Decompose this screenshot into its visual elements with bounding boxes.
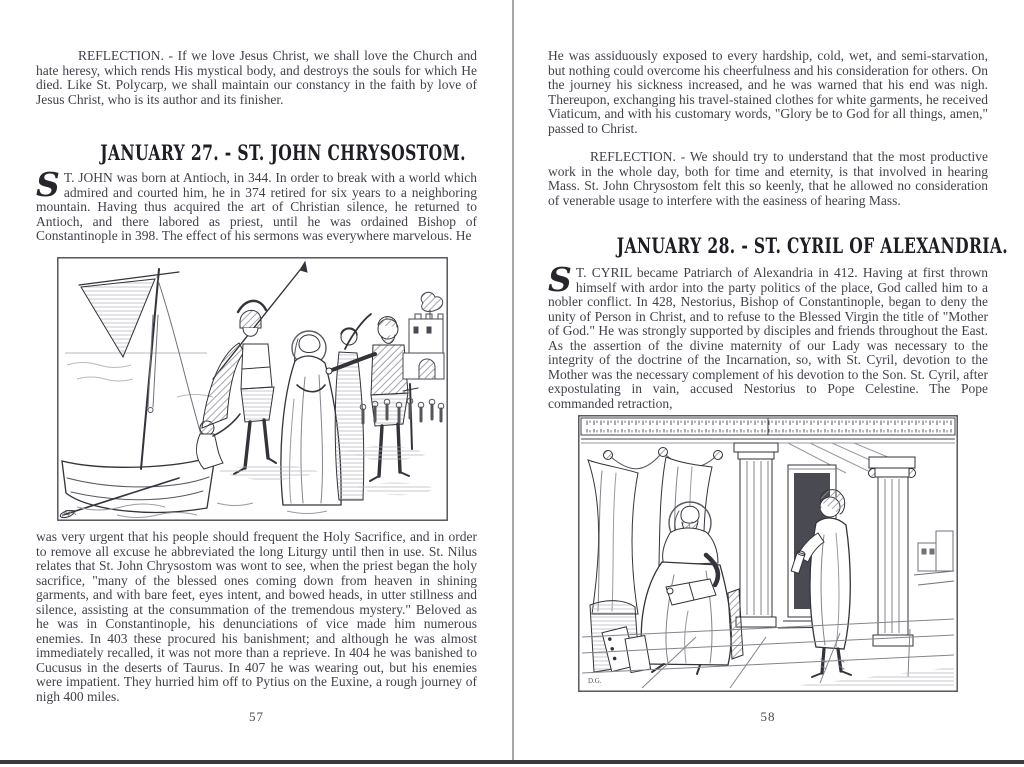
paragraph-text: T. JOHN was born at Antioch, in 344. In order to break with a world which admired and courted him, he in 374 retired for six years to a neighboring mountain. Having thus acquired the art of Christian silence, he returned to Antioch, and there labored as priest, until he was ordained Bishop of Constantinople in 398. The effect of his sermons was everywhere marvelous. He (36, 170, 477, 243)
section-heading-text: JANUARY 28. - ST. CYRIL OF ALEXANDRIA. (616, 233, 1009, 258)
inscription-frieze (581, 418, 955, 443)
drop-cap-letter: S (36, 165, 60, 204)
page-number-57: 57 (249, 709, 264, 724)
reflection-paragraph-polycarp: REFLECTION. - If we love Jesus Christ, we shall love the Church and hate heresy, which rends His mystical body, and destroys the souls for which He died. Like St. Polycarp, we shall maintain our constancy in the faith by love of Jesus Christ, who is its author and its finisher. (36, 48, 477, 107)
engraver-signature: D.G. (588, 677, 602, 685)
paragraph-st-john-intro (36, 165, 477, 244)
book-page-left (36, 0, 477, 767)
engraving-st-john-exile (57, 257, 448, 521)
st-cyril-illustration (578, 415, 958, 692)
book-page-right (548, 0, 1009, 767)
paragraph-st-john-body: was very urgent that his people should frequent the Holy Sacrifice, and in order to remove all excuse he abbreviated the long Liturgy until then in use. St. Nilus relates that St. John Chrysostom was wont to see, when the priest began the holy sacrifice, "many of the blessed ones coming down from heaven in shining garments, and with bare feet, eyes intent, and bowed heads, in utter stillness and silence, assisting at the consummation of the tremendous mystery." Beloved as he was in Constantinople, his denunciations of vice made him numerous enemies. In 403 these procured his banishment; and although he was almost immediately recalled, it was not more than a reprieve. In 404 he was banished to Cucusus in the deserts of Taurus. In 407 he was wearing out, but his enemies were impatient. They hurried him off to Pytius on the Euxine, a rough journey of nigh 400 miles. (36, 529, 477, 704)
section-heading-text: JANUARY 27. - ST. JOHN CHRYSOSTOM. (100, 140, 466, 165)
paragraph-continuation: He was assiduously exposed to every hardship, cold, wet, and semi-starvation, but nothing could overcome his cheerfulness and his consideration for others. On the journey his sickness increased, and he was warned that his end was nigh. Thereupon, exchanging his travel-stained clothes for white garments, he received Viaticum, and with his customary words, "Glory be to God for all things, amen," passed to Christ. (548, 48, 988, 136)
bottom-rule (0, 760, 1024, 764)
page-number-58: 58 (760, 709, 776, 724)
reflection-paragraph-mass: REFLECTION. - We should try to understand that the most productive work in the whole day, both for time and eternity, is that involved in hearing Mass. St. John Chrysostom felt this so keenly, that he allowed no consideration of venerable usage to interfere with the easiness of hearing Mass. (548, 149, 988, 208)
page-gutter-divider (512, 0, 514, 761)
section-heading-january-27 (36, 140, 477, 165)
engraving-st-cyril (578, 415, 958, 692)
column-center (734, 443, 778, 627)
paragraph-st-cyril-body (548, 260, 988, 411)
paragraph-text: T. CYRIL became Patriarch of Alexandria in 412. Having at first thrown himself with ardor into the party politics of the place, God called him to a nobler conflict. In 428, Nestorius, Bishop of Constantinople, began to deny the unity of Person in Christ, and to refuse to the Blessed Virgin the title of "Mother of God." He was strongly supported by disciples and friends throughout the East. As the assertion of the divine maternity of our Lady was necessary to the integrity of the doctrine of the Incarnation, so, with St. Cyril, devotion to the Mother was the necessary complement of his devotion to the Son. St. Cyril, after expostulating in vain, accused Nestorius to Pope Celestine. The Pope commanded retraction, (548, 265, 988, 411)
engraver-signature: D R (65, 509, 77, 517)
section-heading-january-28 (548, 233, 1009, 258)
st-john-exile-illustration (57, 257, 448, 521)
drop-cap-letter: S (548, 260, 572, 299)
